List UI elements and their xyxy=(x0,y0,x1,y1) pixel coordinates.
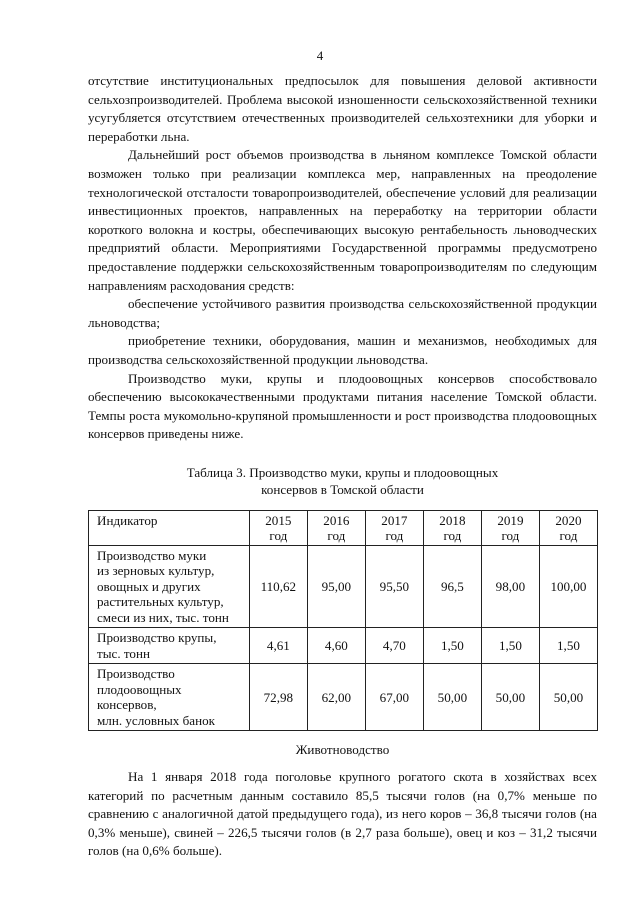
year-value: 2020 xyxy=(555,512,582,528)
section-title: Животноводство xyxy=(295,742,390,758)
year-value: 2015 xyxy=(265,512,292,528)
paragraph: отсутствие институциональных предпосылок для повышения деловой активности сельхозпроизводителей. Проблема высокой изношенности сельскохозяйственной техники усугубляется отсутствием отечественных производителей сельхозтехники для уборки и переработки льна. xyxy=(88,73,597,144)
year-header xyxy=(365,510,423,545)
table-cell: 50,00 xyxy=(481,664,539,731)
year-unit: год xyxy=(327,528,346,544)
indicator-label xyxy=(89,628,250,664)
indicator-label-line: овощных и других xyxy=(97,578,201,594)
paragraph: Дальнейший рост объемов производства в льняном комплексе Томской области возможен только при реализации комплекса мер, направленных на преодоление технологической отсталости товаропроизводителей, обеспечение условий для реализации инвестиционных проектов, направленных на переработку на территории области короткого волокна и костры, обеспечивающих высокую рентабельность льноводческих предприятий области. Мероприятиями Государственной программы предусмотрено предоставление поддержки сельскохозяйственным товаропроизводителям по следующим направлениям расходования средств: xyxy=(88,147,597,293)
paragraph: На 1 января 2018 года поголовье крупного рогатого скота в хозяйствах всех категорий по расчетным данным составило 85,5 тысячи голов (на 0,7% меньше по сравнению с аналогичной датой предыдущего года), из него коров – 36,8 тысячи голов (на 0,3% меньше), свиней – 226,5 тысячи голов (в 2,7 раза больше), овец и коз – 31,2 тысячи голов (на 0,6% больше). xyxy=(88,768,597,859)
indicator-label xyxy=(89,664,250,731)
indicator-label-line: Производство xyxy=(97,666,175,682)
table-row xyxy=(89,664,598,731)
intro-text xyxy=(88,72,597,444)
year-unit: год xyxy=(269,528,288,544)
year-header xyxy=(307,510,365,545)
year-value: 2018 xyxy=(439,512,466,528)
table-cell: 4,70 xyxy=(365,628,423,664)
indicator-header: Индикатор xyxy=(89,510,250,545)
year-header xyxy=(423,510,481,545)
table-cell: 1,50 xyxy=(423,628,481,664)
year-value: 2017 xyxy=(381,512,408,528)
table-cell: 100,00 xyxy=(539,545,597,628)
table-caption xyxy=(88,464,597,498)
table-cell: 4,61 xyxy=(249,628,307,664)
table-row xyxy=(89,628,598,664)
table-cell: 67,00 xyxy=(365,664,423,731)
paragraph: обеспечение устойчивого развития производства сельскохозяйственной продукции льноводства; xyxy=(88,296,597,330)
year-header xyxy=(481,510,539,545)
production-table xyxy=(88,510,598,732)
indicator-label xyxy=(89,545,250,628)
table-cell: 72,98 xyxy=(249,664,307,731)
table-cell: 98,00 xyxy=(481,545,539,628)
year-unit: год xyxy=(501,528,520,544)
indicator-label-line: смеси из них, тыс. тонн xyxy=(97,609,229,625)
table-cell: 110,62 xyxy=(249,545,307,628)
table-cell: 1,50 xyxy=(539,628,597,664)
year-header xyxy=(539,510,597,545)
livestock-text xyxy=(88,768,597,861)
table-cell: 95,00 xyxy=(307,545,365,628)
year-unit: год xyxy=(443,528,462,544)
indicator-label-line: Производство муки xyxy=(97,547,207,563)
table-row xyxy=(89,545,598,628)
year-value: 2019 xyxy=(497,512,524,528)
paragraph: Производство муки, крупы и плодоовощных консервов способствовало обеспечению высококачественными продуктами питания население Томской области. Темпы роста мукомольно-крупяной промышленности и рост производства плодоовощных консервов приведены ниже. xyxy=(88,370,597,442)
table-header-row xyxy=(89,510,598,545)
indicator-label-line: из зерновых культур, xyxy=(97,563,215,579)
indicator-label-line: млн. условных банок xyxy=(97,712,216,728)
page-number: 4 xyxy=(316,48,324,63)
indicator-label-line: консервов, xyxy=(97,697,157,713)
indicator-label-line: тыс. тонн xyxy=(97,645,150,661)
table-cell: 96,5 xyxy=(423,545,481,628)
table-caption-line: Таблица 3. Производство муки, крупы и плодоовощных xyxy=(186,464,499,480)
table-cell: 50,00 xyxy=(539,664,597,731)
table-cell: 50,00 xyxy=(423,664,481,731)
year-value: 2016 xyxy=(323,512,350,528)
year-unit: год xyxy=(385,528,404,544)
indicator-label-line: плодоовощных xyxy=(97,681,182,697)
table-cell: 4,60 xyxy=(307,628,365,664)
indicator-label-line: Производство крупы, xyxy=(97,630,217,646)
paragraph: приобретение техники, оборудования, машин и механизмов, необходимых для производства сельскохозяйственной продукции льноводства. xyxy=(88,333,597,367)
indicator-label-line: растительных культур, xyxy=(97,594,224,610)
year-unit: год xyxy=(559,528,578,544)
document-body xyxy=(88,72,597,861)
table-cell: 1,50 xyxy=(481,628,539,664)
table-cell: 62,00 xyxy=(307,664,365,731)
year-header xyxy=(249,510,307,545)
table-caption-line: консервов в Томской области xyxy=(261,481,424,497)
table-cell: 95,50 xyxy=(365,545,423,628)
